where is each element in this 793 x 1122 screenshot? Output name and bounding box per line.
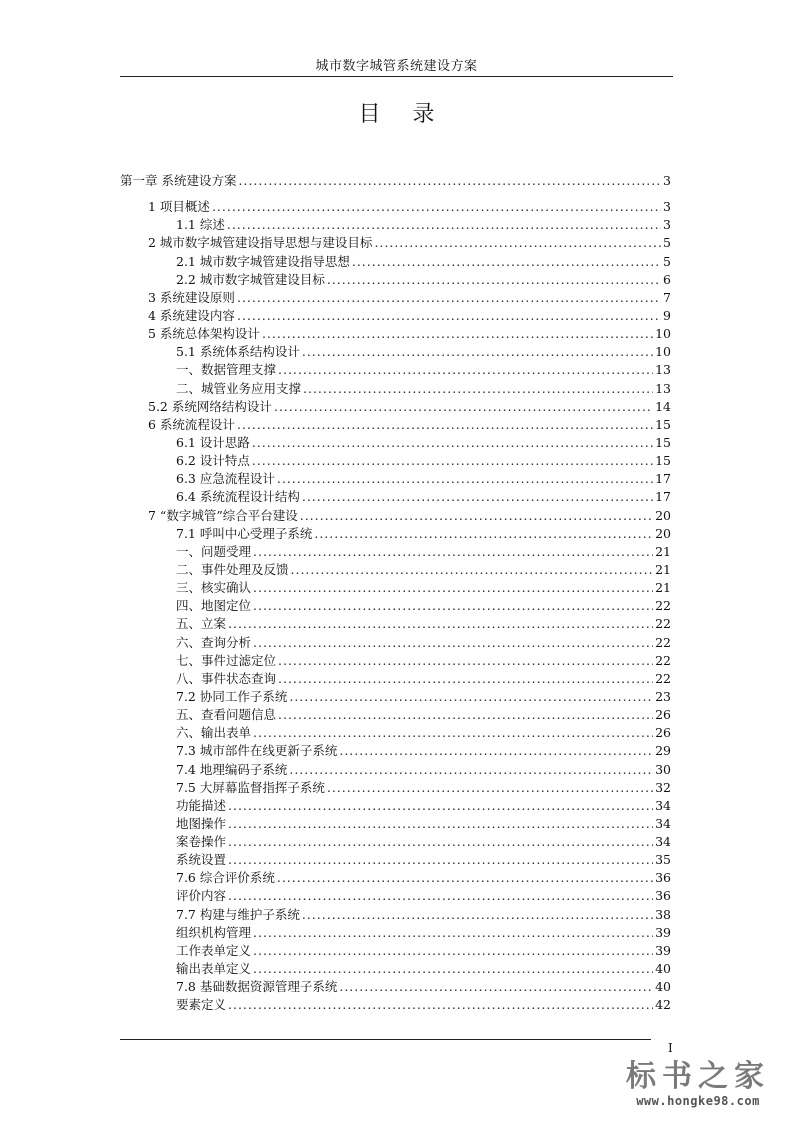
toc-entry-page: 17 [655,471,671,487]
toc-entry[interactable] [120,634,671,652]
toc-entry-label: 系统设置 [176,852,227,868]
toc-dot-leader [291,561,654,579]
toc-entry-page: 21 [655,561,671,577]
toc-dot-leader [228,615,653,633]
toc-entry[interactable] [120,198,671,216]
toc-entry-page: 40 [655,961,671,977]
toc-entry-label: 六、输出表单 [176,725,252,741]
toc-entry-label: 7.7 构建与维护子系统 [176,906,300,922]
toc-entry[interactable] [120,815,671,833]
toc-entry-label: 1 项目概述 [148,199,210,215]
toc-entry[interactable] [120,887,671,905]
toc-dot-leader [278,361,653,379]
toc-entry[interactable] [120,652,671,670]
toc-dot-leader [300,507,653,525]
toc-entry-page: 6 [663,271,671,287]
toc-entry[interactable] [120,906,671,924]
toc-entry-page: 22 [655,634,671,650]
toc-entry-label: 工作表单定义 [176,942,252,958]
toc-entry-page: 35 [655,852,671,868]
toc-entry[interactable] [120,724,671,742]
toc-entry[interactable] [120,525,671,543]
toc-entry-label: 5.2 系统网络结构设计 [148,398,272,414]
toc-entry[interactable] [120,761,671,779]
toc-entry[interactable] [120,289,671,307]
toc-entry[interactable] [120,253,671,271]
toc-entry-label: 五、立案 [176,616,227,632]
toc-entry-label: 7.3 城市部件在线更新子系统 [176,743,338,759]
header-divider [120,76,673,77]
toc-entry[interactable] [120,797,671,815]
toc-entry-page: 9 [663,307,671,323]
toc-dot-leader [278,670,653,688]
toc-dot-leader [252,452,653,470]
toc-entry-page: 22 [655,616,671,632]
toc-entry-page: 30 [655,761,671,777]
toc-dot-leader [314,525,653,543]
toc-entry-page: 29 [655,743,671,759]
toc-entry-page: 26 [655,725,671,741]
toc-dot-leader [352,253,661,271]
toc-entry-page: 40 [655,979,671,995]
toc-entry-page: 34 [655,797,671,813]
toc-dot-leader [253,942,653,960]
toc-entry[interactable] [120,325,671,343]
toc-entry-page: 15 [655,453,671,469]
toc-entry[interactable] [120,996,671,1014]
toc-dot-leader [228,815,653,833]
toc-entry-label: 要素定义 [176,997,227,1013]
toc-entry-label: 二、城管业务应用支撑 [176,380,302,396]
toc-entry-page: 3 [663,173,671,188]
toc-entry-page: 21 [655,543,671,559]
toc-entry-page: 15 [655,434,671,450]
toc-dot-leader [228,887,653,905]
toc-dot-leader [327,779,653,797]
toc-entry[interactable] [120,234,671,252]
toc-entry[interactable] [120,216,671,234]
toc-entry-label: 7.6 综合评价系统 [176,870,275,886]
toc-entry-page: 5 [663,235,671,251]
toc-entry-page: 38 [655,906,671,922]
toc-entry-label: 5 系统总体架构设计 [148,326,260,342]
toc-entry-label: 7.2 协同工作子系统 [176,688,288,704]
toc-entry-page: 32 [655,779,671,795]
toc-entry[interactable] [120,597,671,615]
toc-dot-leader [252,434,653,452]
toc-entry-page: 20 [655,507,671,523]
toc-entry-label: 6.4 系统流程设计结构 [176,489,300,505]
toc-entry-label: 1.1 综述 [176,217,225,233]
toc-entry-page: 34 [655,815,671,831]
toc-entry-page: 39 [655,942,671,958]
toc-entry[interactable] [120,380,671,398]
toc-entry-page: 5 [663,253,671,269]
toc-dot-leader [253,924,653,942]
toc-dot-leader [228,851,653,869]
toc-dot-leader [278,652,653,670]
footer-divider [120,1039,651,1040]
toc-entry-page: 22 [655,670,671,686]
toc-entry-label: 7.1 呼叫中心受理子系统 [176,525,313,541]
toc-dot-leader [228,797,653,815]
toc-entry-page: 14 [655,398,671,414]
toc-entry-label: 三、核实确认 [176,580,252,596]
watermark-url: www.hongke98.com [636,1094,760,1108]
toc-dot-leader [302,906,653,924]
toc-entry-label: 六、查询分析 [176,634,252,650]
toc-entry-label: 7 “数字城管”综合平台建设 [148,507,298,523]
toc-entry-label: 7.4 地理编码子系统 [176,761,288,777]
toc-entry[interactable] [120,470,671,488]
toc-entry-label: 八、事件状态查询 [176,670,277,686]
toc-entry-page: 22 [655,598,671,614]
toc-entry-label: 6.1 设计思路 [176,434,250,450]
toc-entry[interactable] [120,307,671,325]
toc-entry-page: 17 [655,489,671,505]
toc-entry-label: 2.1 城市数字城管建设指导思想 [176,253,350,269]
toc-dot-leader [289,688,653,706]
toc-entry-label: 5.1 系统体系结构设计 [176,344,300,360]
toc-dot-leader [253,579,653,597]
toc-dot-leader [227,216,661,234]
toc-entry-page: 20 [655,525,671,541]
toc-entry-label: 组织机构管理 [176,924,252,940]
toc-entry-label: 七、事件过滤定位 [176,652,277,668]
toc-entry[interactable] [120,615,671,633]
running-header: 城市数字城管系统建设方案 [315,59,478,74]
toc-entry-label: 6.3 应急流程设计 [176,471,275,487]
toc-entry[interactable] [120,688,671,706]
toc-entry[interactable] [120,543,671,561]
page-number: I [668,1041,673,1055]
toc-entry-page: 34 [655,834,671,850]
toc-entry-page: 13 [655,380,671,396]
toc-entry-page: 7 [663,289,671,305]
toc-entry-page: 36 [655,870,671,886]
toc-entry-label: 功能描述 [176,797,227,813]
toc-entry-label: 一、数据管理支撑 [176,362,277,378]
toc-dot-leader [339,742,653,760]
toc-dot-leader [228,833,653,851]
toc-dot-leader [238,172,661,190]
toc-entry-page: 13 [655,362,671,378]
toc-entry[interactable] [120,579,671,597]
toc-dot-leader [212,198,661,216]
toc-entry[interactable] [120,960,671,978]
toc-entry[interactable] [120,851,671,869]
toc-entry-page: 3 [663,217,671,233]
toc-entry[interactable] [120,942,671,960]
toc-dot-leader [289,761,653,779]
toc-entry-label: 4 系统建设内容 [148,307,235,323]
toc-entry-label: 一、问题受理 [176,543,252,559]
toc-entry[interactable] [120,398,671,416]
toc-entry-page: 15 [655,416,671,432]
toc-entry-page: 22 [655,652,671,668]
toc-dot-leader [374,234,661,252]
toc-dot-leader [277,470,653,488]
toc-entry-page: 3 [663,199,671,215]
toc-entry-label: 五、查看问题信息 [176,707,277,723]
toc-dot-leader [339,978,653,996]
toc-entry[interactable] [120,869,671,887]
toc-entry[interactable] [120,924,671,942]
watermark-title: 标书之家 [626,1059,770,1094]
toc-entry[interactable] [120,742,671,760]
toc-entry[interactable] [120,172,671,190]
toc-entry-page: 10 [655,344,671,360]
toc-dot-leader [277,869,653,887]
toc-entry-label: 输出表单定义 [176,961,252,977]
toc-entry-page: 39 [655,924,671,940]
toc-entry[interactable] [120,434,671,452]
toc-entry[interactable] [120,488,671,506]
toc-entry-label: 2.2 城市数字城管建设目标 [176,271,325,287]
toc-entry-label: 评价内容 [176,888,227,904]
toc-entry-label: 四、地图定位 [176,598,252,614]
toc-dot-leader [253,724,653,742]
toc-dot-leader [253,960,653,978]
toc-dot-leader [262,325,653,343]
toc-entry[interactable] [120,361,671,379]
toc-entry[interactable] [120,271,671,289]
toc-entry-label: 案卷操作 [176,834,227,850]
toc-entry-label: 二、事件处理及反馈 [176,561,289,577]
toc-dot-leader [253,597,653,615]
toc-dot-leader [302,488,653,506]
toc-dot-leader [303,380,653,398]
toc-entry-page: 23 [655,688,671,704]
toc-entry-page: 26 [655,707,671,723]
watermark-logo [613,1060,783,1108]
toc-entry-page: 21 [655,580,671,596]
toc-entry[interactable] [120,706,671,724]
toc-entry-label: 7.8 基础数据资源管理子系统 [176,979,338,995]
table-of-contents [120,172,671,1014]
toc-entry-label: 7.5 大屏幕监督指挥子系统 [176,779,325,795]
toc-dot-leader [253,543,653,561]
toc-entry-label: 6.2 设计特点 [176,453,250,469]
toc-dot-leader [327,271,661,289]
toc-entry-label: 2 城市数字城管建设指导思想与建设目标 [148,235,373,251]
toc-entry-page: 10 [655,326,671,342]
toc-entry-label: 3 系统建设原则 [148,289,235,305]
toc-heading: 目录 [358,102,467,127]
toc-entry-page: 36 [655,888,671,904]
toc-dot-leader [274,398,653,416]
toc-dot-leader [228,996,653,1014]
toc-entry[interactable] [120,978,671,996]
toc-dot-leader [237,307,661,325]
toc-entry[interactable] [120,452,671,470]
toc-entry[interactable] [120,670,671,688]
toc-dot-leader [302,343,653,361]
toc-entry-label: 第一章 系统建设方案 [120,173,237,188]
toc-dot-leader [278,706,653,724]
toc-entry-label: 地图操作 [176,815,227,831]
toc-entry[interactable] [120,507,671,525]
toc-dot-leader [253,634,653,652]
toc-entry[interactable] [120,833,671,851]
toc-dot-leader [237,416,653,434]
toc-dot-leader [237,289,661,307]
toc-entry-label: 6 系统流程设计 [148,416,235,432]
toc-entry[interactable] [120,561,671,579]
toc-entry[interactable] [120,779,671,797]
toc-entry[interactable] [120,343,671,361]
toc-entry[interactable] [120,416,671,434]
toc-entry-page: 42 [655,997,671,1013]
